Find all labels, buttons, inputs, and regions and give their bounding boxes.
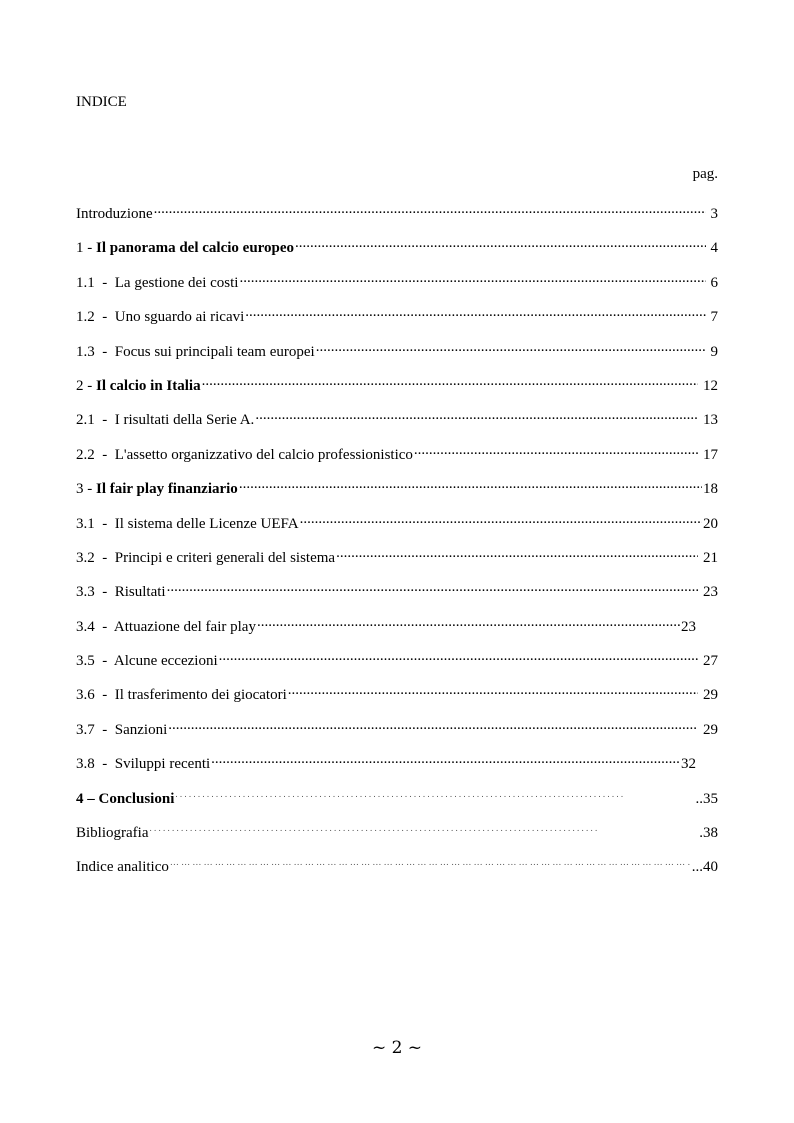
toc-entry[interactable] bbox=[76, 750, 696, 784]
toc-entry-text: Sanzioni bbox=[114, 721, 168, 738]
toc-entry-number: 1.2 - bbox=[76, 309, 115, 326]
toc-leader-dots bbox=[336, 544, 698, 562]
toc-entry-title bbox=[76, 274, 238, 292]
toc-entry-number: 3.8 - bbox=[76, 756, 115, 773]
toc-entry-page: 23 bbox=[681, 618, 696, 635]
toc-heading: INDICE bbox=[76, 94, 127, 110]
toc-entry[interactable] bbox=[76, 544, 718, 578]
toc-entry-text: Focus sui principali team europei bbox=[114, 343, 315, 360]
toc-entry-page: 7 bbox=[706, 309, 718, 326]
toc-entry-text: Il calcio in Italia bbox=[96, 377, 201, 394]
toc-entry-text: La gestione dei costi bbox=[114, 274, 239, 291]
toc-entry-title bbox=[76, 858, 169, 876]
toc-entry-text: Il panorama del calcio europeo bbox=[96, 240, 295, 257]
toc-entry[interactable] bbox=[76, 578, 718, 612]
toc-entry-number: 2.1 - bbox=[76, 412, 115, 429]
toc-entry[interactable] bbox=[76, 338, 718, 372]
toc-entry-page: ..35 bbox=[695, 790, 718, 807]
toc-entry-number: 3.2 - bbox=[76, 549, 115, 566]
toc-leader-dots bbox=[149, 819, 698, 837]
table-of-contents bbox=[76, 200, 718, 888]
toc-entry[interactable] bbox=[76, 303, 718, 337]
toc-entry-number: 2 - bbox=[76, 377, 96, 394]
toc-entry-number: 3.4 - bbox=[76, 618, 114, 635]
toc-entry-page: 9 bbox=[706, 343, 718, 360]
toc-entry-number: 1 - bbox=[76, 240, 96, 257]
toc-entry-text: Il trasferimento dei giocatori bbox=[114, 687, 287, 704]
toc-entry-text: Principi e criteri generali del sistema bbox=[114, 549, 336, 566]
toc-entry-title bbox=[76, 721, 167, 739]
toc-entry-number: 3.6 - bbox=[76, 687, 115, 704]
toc-leader-dots bbox=[170, 853, 691, 871]
toc-entry-text: Alcune eccezioni bbox=[113, 653, 218, 670]
toc-entry-title bbox=[76, 583, 166, 601]
toc-entry-title bbox=[76, 343, 315, 361]
toc-leader-dots bbox=[414, 441, 698, 459]
toc-entry-number: 1.1 - bbox=[76, 274, 115, 291]
toc-entry-title bbox=[76, 480, 238, 498]
toc-entry-number: 1.3 - bbox=[76, 343, 115, 360]
toc-entry-page: 17 bbox=[699, 446, 718, 463]
toc-entry-title bbox=[76, 205, 153, 223]
toc-entry-page: 3 bbox=[706, 206, 718, 222]
toc-entry-text: Il fair play finanziario bbox=[96, 481, 238, 498]
toc-entry-page: 27 bbox=[699, 653, 718, 670]
toc-leader-dots bbox=[257, 613, 680, 631]
toc-leader-dots bbox=[300, 510, 702, 528]
toc-entry-page: 12 bbox=[699, 377, 718, 394]
toc-entry-text: L'assetto organizzativo del calcio professionistico bbox=[114, 446, 413, 463]
toc-leader-dots bbox=[245, 303, 705, 321]
toc-leader-dots bbox=[154, 200, 706, 218]
toc-leader-dots bbox=[219, 647, 699, 665]
toc-entry-text: I risultati della Serie A. bbox=[114, 412, 255, 429]
toc-leader-dots bbox=[316, 338, 706, 356]
toc-entry-title bbox=[76, 790, 174, 808]
toc-entry[interactable] bbox=[76, 785, 718, 819]
toc-leader-dots bbox=[239, 269, 705, 287]
toc-entry-text: 4 – Conclusioni bbox=[76, 790, 175, 807]
toc-entry-number: 3.3 - bbox=[76, 584, 115, 601]
toc-entry-page: 29 bbox=[699, 721, 718, 738]
toc-entry-page: 23 bbox=[699, 584, 718, 601]
toc-entry-title bbox=[76, 618, 256, 636]
toc-entry-title bbox=[76, 824, 148, 842]
toc-entry-text: Uno sguardo ai ricavi bbox=[114, 309, 245, 326]
toc-leader-dots bbox=[175, 785, 694, 803]
toc-entry-number: 2.2 - bbox=[76, 446, 115, 463]
toc-entry-title bbox=[76, 515, 299, 533]
toc-entry[interactable] bbox=[76, 613, 696, 647]
toc-entry-text: Introduzione bbox=[76, 206, 153, 222]
toc-entry-title bbox=[76, 377, 201, 395]
toc-leader-dots bbox=[295, 234, 706, 252]
toc-entry-title bbox=[76, 686, 287, 704]
toc-entry-title bbox=[76, 308, 244, 326]
toc-leader-dots bbox=[239, 475, 702, 493]
toc-entry-number: 3.7 - bbox=[76, 721, 115, 738]
toc-entry-title bbox=[76, 411, 254, 429]
toc-entry[interactable] bbox=[76, 819, 718, 853]
toc-entry-title bbox=[76, 549, 335, 567]
toc-leader-dots bbox=[288, 681, 698, 699]
toc-entry[interactable] bbox=[76, 234, 718, 268]
toc-entry-page: 6 bbox=[706, 274, 718, 291]
toc-entry[interactable] bbox=[76, 200, 718, 234]
toc-entry-text: Sviluppi recenti bbox=[114, 756, 211, 773]
toc-entry[interactable] bbox=[76, 510, 718, 544]
toc-entry-page: 21 bbox=[699, 549, 718, 566]
toc-entry-number: 3.5 - bbox=[76, 653, 114, 670]
toc-entry-text: Bibliografia bbox=[76, 825, 149, 842]
toc-leader-dots bbox=[168, 716, 698, 734]
toc-entry-text: Risultati bbox=[114, 584, 166, 601]
toc-entry-title bbox=[76, 239, 294, 257]
toc-entry-page: 29 bbox=[699, 687, 718, 704]
toc-entry[interactable] bbox=[76, 647, 718, 681]
toc-entry[interactable] bbox=[76, 372, 718, 406]
toc-entry-title bbox=[76, 755, 210, 773]
toc-entry[interactable] bbox=[76, 441, 718, 475]
toc-entry-page: 18 bbox=[703, 481, 718, 498]
toc-leader-dots bbox=[202, 372, 699, 390]
toc-entry-number: 3 - bbox=[76, 481, 96, 498]
toc-entry-page: 32 bbox=[681, 756, 696, 773]
toc-leader-dots bbox=[211, 750, 680, 768]
toc-entry-page: .38 bbox=[699, 825, 718, 842]
toc-entry-page: ...40 bbox=[691, 859, 718, 876]
toc-entry[interactable] bbox=[76, 269, 718, 303]
toc-entry[interactable] bbox=[76, 853, 718, 887]
toc-entry-text: Indice analitico bbox=[76, 859, 169, 876]
toc-entry[interactable] bbox=[76, 475, 718, 509]
toc-entry[interactable] bbox=[76, 716, 718, 750]
toc-entry-title bbox=[76, 446, 413, 464]
toc-entry-title bbox=[76, 652, 218, 670]
toc-entry-page: 20 bbox=[703, 515, 718, 532]
toc-entry[interactable] bbox=[76, 406, 718, 440]
toc-entry-page: 13 bbox=[699, 412, 718, 429]
toc-entry-page: 4 bbox=[706, 240, 718, 257]
toc-leader-dots bbox=[255, 406, 698, 424]
toc-entry-number: 3.1 - bbox=[76, 515, 115, 532]
toc-entry-text: Il sistema delle Licenze UEFA bbox=[114, 515, 299, 532]
toc-entry[interactable] bbox=[76, 681, 718, 715]
toc-entry-text: Attuazione del fair play bbox=[113, 618, 256, 635]
toc-leader-dots bbox=[167, 578, 699, 596]
page-number-footer: ~ 2 ~ bbox=[371, 1038, 423, 1058]
page-column-label: pag. bbox=[692, 166, 718, 182]
